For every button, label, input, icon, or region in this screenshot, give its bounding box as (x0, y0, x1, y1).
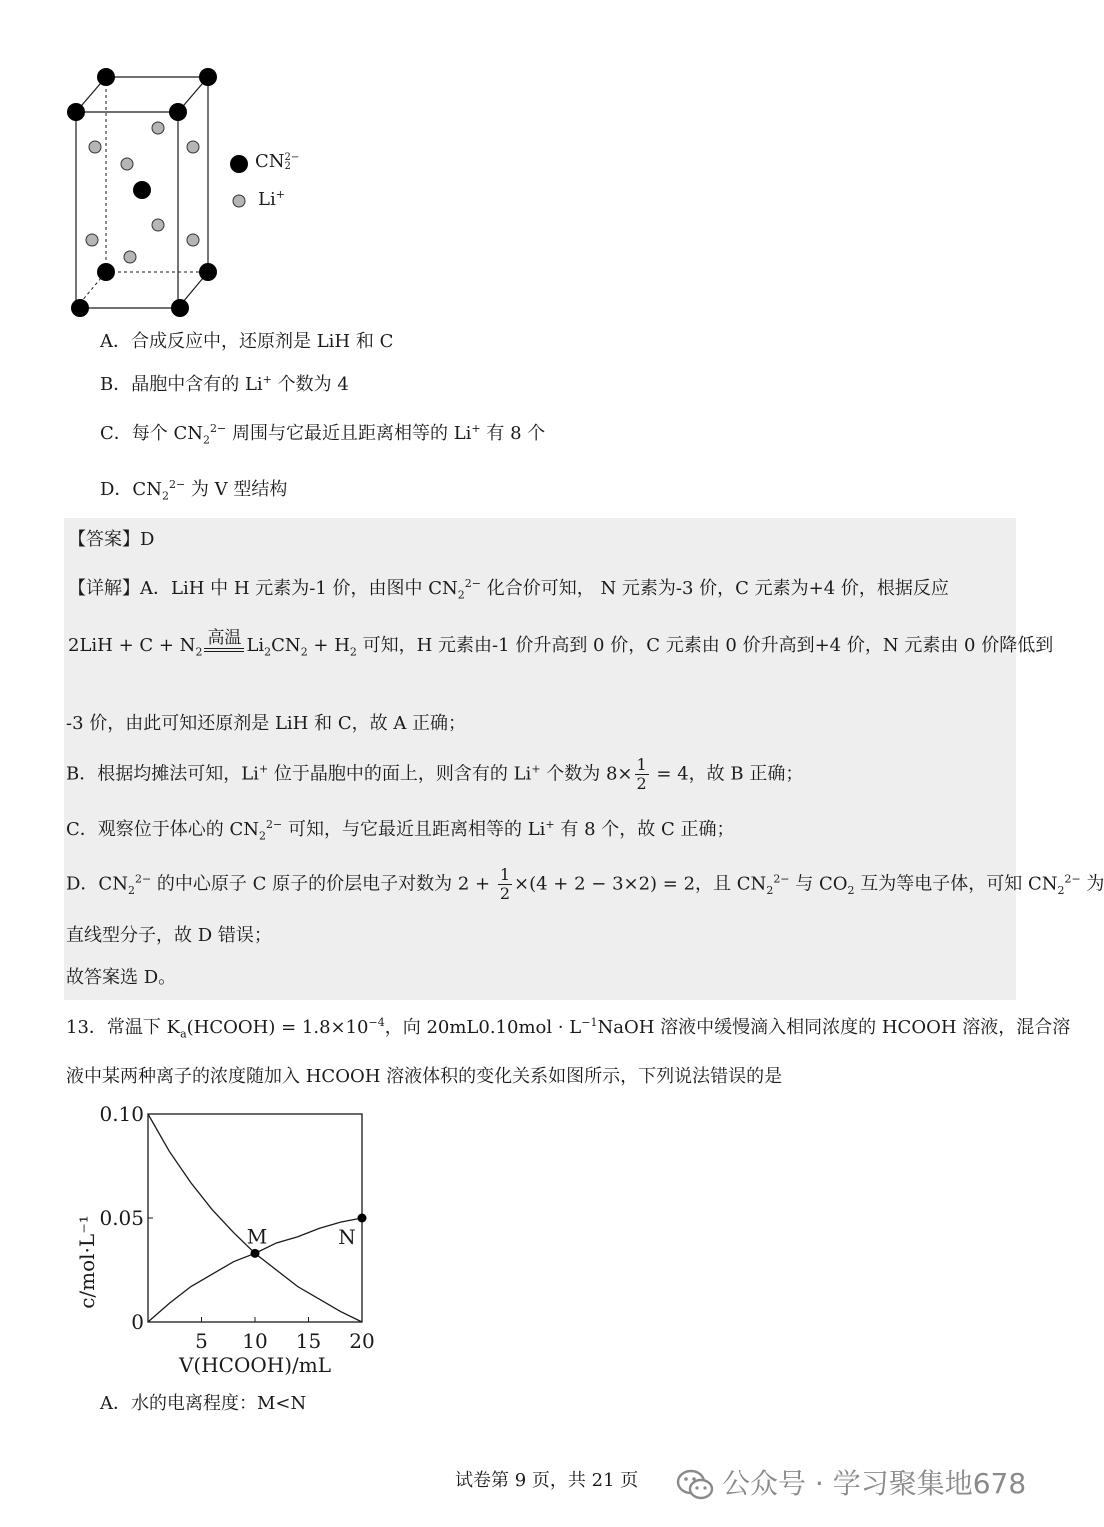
point-N (358, 1214, 367, 1223)
y-tick-label: 0 (131, 1310, 144, 1334)
li-ion (152, 219, 164, 231)
detail-line-7: 直线型分子，故 D 错误； (66, 925, 272, 946)
cn2-center-atom (133, 181, 151, 199)
li-ion (187, 141, 199, 153)
legend-cn2-icon (229, 154, 249, 174)
point-label-N: N (338, 1225, 356, 1249)
x-tick-label: 20 (349, 1329, 375, 1353)
cn2-corner-atom (97, 263, 115, 281)
question-13-line-1: 13．常温下 $K_a(HCOOH) = 1.8\times 10^{-4}$，向 $20mL0.10mol \cdot L^{-1}NaOH$ 溶液中缓慢滴入相同浓度的 HCOOH 溶液，混合溶 (66, 1016, 1071, 1041)
cn2-corner-atom (199, 68, 217, 86)
x-tick-label: 10 (242, 1329, 268, 1353)
legend-li-icon (231, 193, 247, 209)
watermark: 公众号 · 学习聚集地678 (676, 1462, 1026, 1502)
li-ion (86, 234, 98, 246)
option-b-q12: B．晶胞中含有的 Li+ 个数为 4 (100, 373, 349, 395)
cn2-corner-atom (169, 103, 187, 121)
x-tick-label: 5 (195, 1329, 208, 1353)
detail-line-5: C．观察位于体心的 $CN_2^{2-}$ 可知，与它最近且距离相等的 Li+ 有 8 个，故 C 正确； (66, 818, 735, 843)
page-footer: 试卷第 9 页，共 21 页 (455, 1470, 639, 1491)
detail-line-6: D．$CN_2^{2-}$ 的中心原子 C 原子的价层电子对数为 2 + $\frac{1}{2}$ ×(4 + 2 − 3×2) = 2，且 $CN_2^{2-}$ 与 $CO_2$ 互为等电子体，可知 $CN_2^{2-}$ 为 (66, 865, 1104, 903)
cn2-corner-atom (71, 299, 89, 317)
y-tick-label: 0.10 (99, 1102, 144, 1126)
cn2-corner-atom (67, 103, 85, 121)
question-13-line-2: 液中某两种离子的浓度随加入 HCOOH 溶液体积的变化关系如图所示，下列说法错误的是 (66, 1066, 783, 1087)
cn2-corner-atom (97, 68, 115, 86)
chart-frame (148, 1114, 362, 1322)
crystal-cell-figure (60, 60, 240, 325)
option-a-q12: A．合成反应中，还原剂是 LiH 和 C (100, 331, 394, 352)
li-ion (152, 122, 164, 134)
detail-line-8: 故答案选 D。 (66, 967, 177, 988)
reaction-condition: 高温 (204, 628, 244, 658)
x-tick-label: 15 (295, 1329, 322, 1353)
detail-line-3: -3 价，由此可知还原剂是 LiH 和 C，故 A 正确； (66, 713, 467, 734)
option-c-q12: C．每个 $CN_2^{2-}$ 周围与它最近且距离相等的 Li+ 有 8 个 (100, 422, 546, 447)
cn2-corner-atom (171, 299, 189, 317)
concentration-chart (70, 1098, 380, 1383)
y-tick-label: 0.05 (99, 1206, 144, 1230)
option-d-q12: D．$CN_2^{2-}$ 为 V 型结构 (100, 478, 288, 503)
point-label-M: M (246, 1224, 268, 1249)
li-ion (187, 234, 199, 246)
chart-y-axis-label: c/mol·L⁻¹ (75, 1215, 99, 1309)
series-line-1 (148, 1114, 362, 1322)
chart-x-axis-label: V(HCOOH)/mL (178, 1353, 332, 1377)
question-13-option-a: A．水的电离程度：M<N (100, 1393, 307, 1414)
cn2-corner-atom (199, 263, 217, 281)
li-ion (124, 251, 136, 263)
detail-line-2-reaction: $2LiH + C + N_2$ 高温 $Li_2CN_2 + H_2$ 可知，H 元素由-1 价升高到 0 价，C 元素由 0 价升高到+4 价，N 元素由 0 价降低到 (68, 628, 1054, 659)
legend-li-label: Li+ (258, 188, 285, 210)
li-ion (121, 158, 133, 170)
detail-line-1: 【详解】A．LiH 中 H 元素为-1 价，由图中 $CN_2^{2-}$ 化合价可知， N 元素为-3 价，C 元素为+4 价，根据反应 (68, 577, 949, 602)
legend-cn2-label: CN 2− 2 (255, 151, 300, 172)
wechat-icon (676, 1468, 714, 1502)
point-M (251, 1249, 260, 1258)
li-ion (89, 141, 101, 153)
detail-line-4: B．根据均摊法可知，Li+ 位于晶胞中的面上，则含有的 Li+ 个数为 8× $\frac{1}{2}$ = 4，故 B 正确； (66, 755, 804, 793)
answer-label: 【答案】D (68, 529, 155, 550)
